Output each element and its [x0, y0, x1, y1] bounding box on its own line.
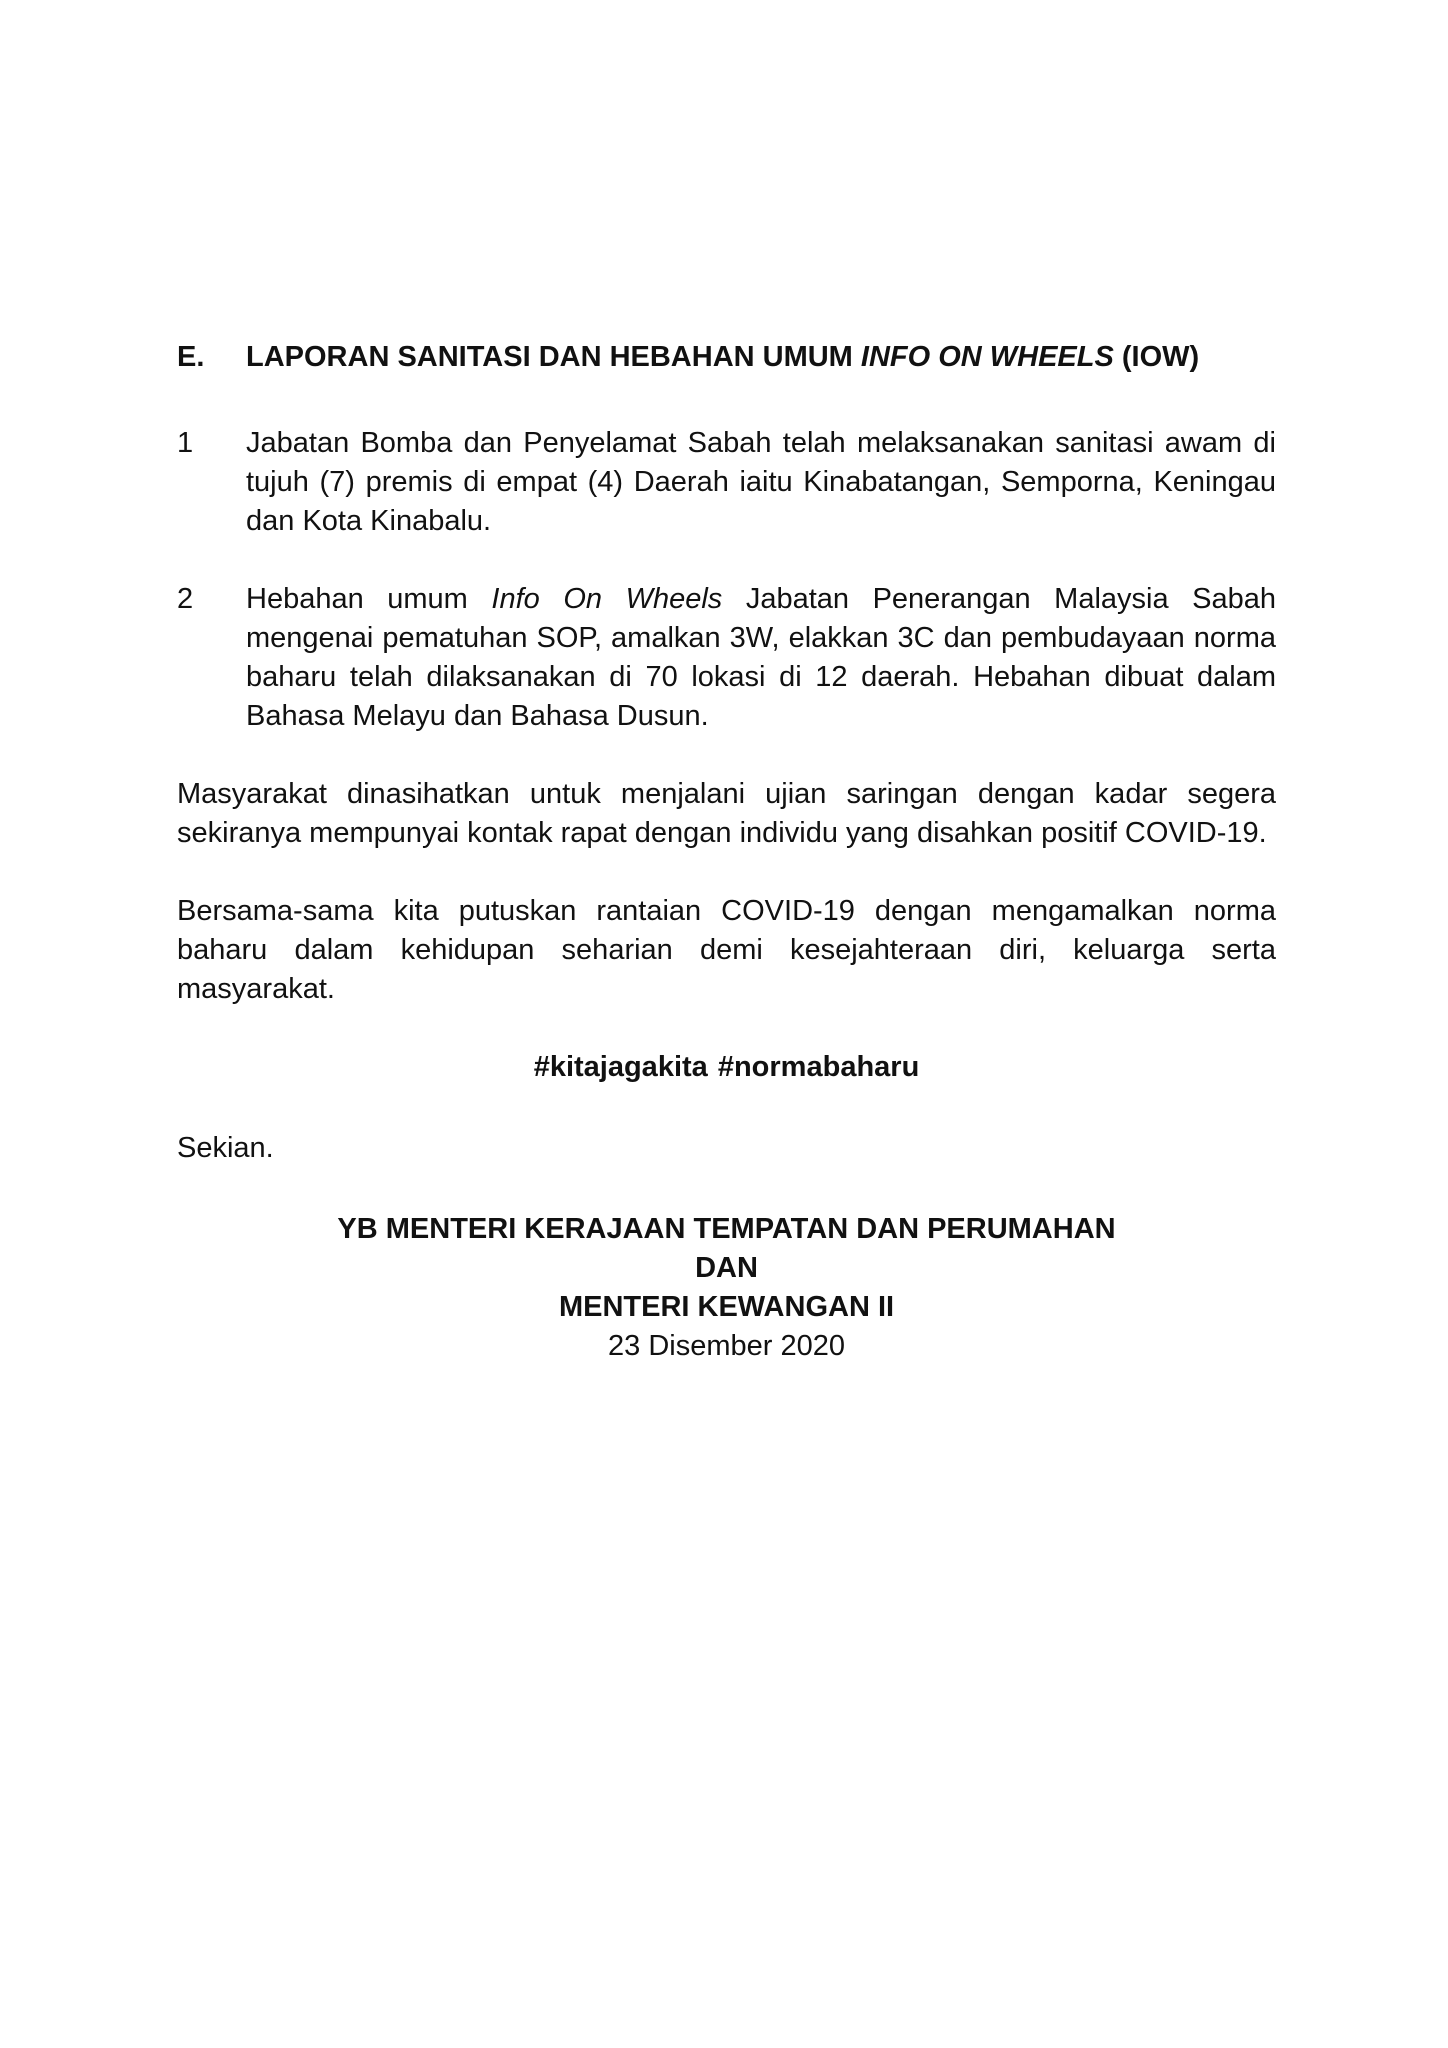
advisory-paragraph: Masyarakat dinasihatkan untuk menjalani ujian saringan dengan kadar segera sekiranya mempunyai kontak rapat dengan individu yang disahkan positif COVID-19.	[177, 778, 1276, 849]
closing-text: Sekian.	[177, 1132, 274, 1164]
section-title-italic: INFO ON WHEELS	[860, 341, 1114, 373]
item-text-prefix: Hebahan umum	[246, 583, 492, 615]
item-number: 1	[177, 427, 194, 459]
item-text-suffix: Jabatan Penerangan Malaysia Sabah mengenai pematuhan SOP, amalkan 3W, elakkan 3C dan pembudayaan norma baharu telah dilaksanakan di 70 lokasi di 12 daerah. Hebahan dibuat dalam Bahasa Melayu dan Bahasa Dusun.	[246, 583, 1277, 732]
item-text: Jabatan Bomba dan Penyelamat Sabah telah melaksanakan sanitasi awam di tujuh (7) premis di empat (4) Daerah iaitu Kinabatangan, Semporna, Keningau dan Kota Kinabalu.	[246, 427, 1276, 537]
signoff-title-line1: YB MENTERI KERAJAAN TEMPATAN DAN PERUMAHAN	[337, 1213, 1116, 1245]
signoff-block	[177, 1210, 1276, 1366]
item-text	[246, 580, 1276, 736]
signoff-title-line2: DAN	[695, 1252, 758, 1284]
signoff-title-line3: MENTERI KEWANGAN II	[558, 1291, 895, 1323]
section-title-prefix: LAPORAN SANITASI DAN HEBAHAN UMUM	[246, 341, 861, 373]
hashtags: #kitajagakita #normabaharu	[533, 1051, 920, 1083]
list-item	[177, 424, 1276, 541]
section-heading	[177, 338, 1276, 377]
signoff-date: 23 Disember 2020	[608, 1330, 845, 1362]
item-text-italic: Info On Wheels	[491, 583, 723, 615]
call-to-action-paragraph: Bersama-sama kita putuskan rantaian COVID-19 dengan mengamalkan norma baharu dalam kehidupan seharian demi kesejahteraan diri, keluarga serta masyarakat.	[177, 895, 1276, 1005]
document-body	[177, 338, 1276, 1366]
item-number: 2	[177, 583, 194, 615]
section-title	[246, 338, 1199, 377]
list-item	[177, 580, 1276, 736]
section-letter: E.	[177, 341, 205, 373]
section-title-suffix: (IOW)	[1113, 341, 1200, 373]
